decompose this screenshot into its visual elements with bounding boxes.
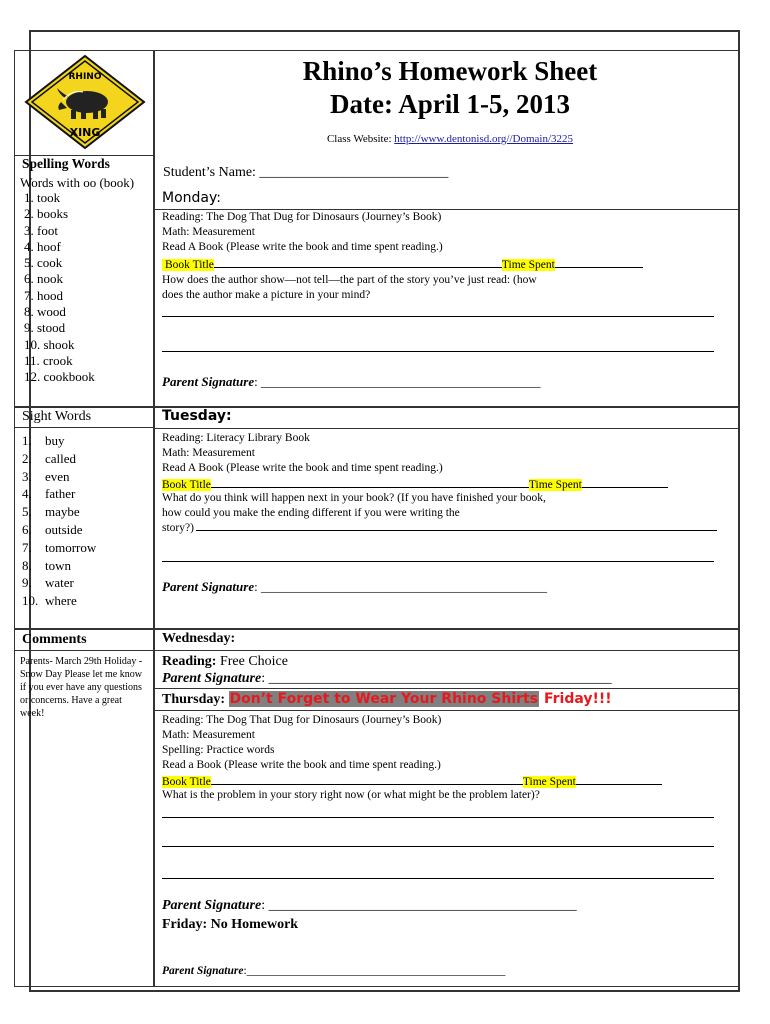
friday-heading: Friday: No Homework xyxy=(162,917,299,932)
list-item: 9. water xyxy=(22,575,74,591)
logo-bottom-text: XING xyxy=(69,126,101,139)
thursday-answer-line-1[interactable] xyxy=(162,817,714,818)
class-website-link[interactable]: http://www.dentonisd.org//Domain/3225 xyxy=(394,133,574,145)
sight-top-rule xyxy=(14,406,740,408)
student-name: Student’s Name: ___________________________ xyxy=(163,165,449,180)
sight-header-rule xyxy=(14,427,154,428)
monday-heading: Monday: xyxy=(162,190,221,206)
left-column-divider xyxy=(153,50,155,987)
list-item: 5. cook xyxy=(24,255,63,271)
list-item: 10. shook xyxy=(24,336,75,352)
thursday-heading-line xyxy=(162,691,612,708)
monday-book-line xyxy=(162,256,643,273)
list-item: 6. outside xyxy=(22,521,83,537)
thursday-answer-line-2[interactable] xyxy=(162,846,714,847)
tuesday-answer-line-1[interactable] xyxy=(162,561,714,562)
tuesday-book-title-blank[interactable] xyxy=(211,476,529,488)
rhino-xing-logo xyxy=(24,54,146,150)
list-item: 9. stood xyxy=(24,320,66,336)
wednesday-reading: Reading: Free Choice xyxy=(162,654,288,669)
sight-heading: Sight Words xyxy=(22,409,92,424)
logo-top-text: RHINO xyxy=(68,72,102,82)
thursday-lines: Reading: The Dog That Dug for Dinosaurs (Journey’s Book) Math: Measurement Spelling: Practice words Read a Book (Please write the book and time spent reading.) xyxy=(162,714,442,771)
list-item: 7. tomorrow xyxy=(22,539,97,555)
list-item: 8. wood xyxy=(24,304,66,320)
friday-parent-signature: Parent Signature:_____________________________________________ xyxy=(162,965,506,977)
tuesday-time-spent-label: Time Spent xyxy=(528,479,582,491)
sight-list xyxy=(22,432,96,610)
spelling-subheading: Words with oo (book) xyxy=(20,175,135,190)
thursday-book-title-label: Book Title xyxy=(162,776,211,788)
monday-book-title-blank[interactable] xyxy=(214,256,502,268)
tuesday-book-title-label: Book Title xyxy=(162,479,211,491)
list-item: 6. nook xyxy=(24,271,63,287)
comments-header-rule xyxy=(14,650,154,651)
list-item: 4. father xyxy=(22,486,76,502)
tuesday-question: What do you think will happen next in your book? (If you have finished your book, how could you make the ending different if you were writing the story?) xyxy=(162,492,546,534)
tuesday-rule xyxy=(153,428,740,429)
comments-heading: Comments xyxy=(22,632,87,647)
thursday-time-spent-label: Time Spent xyxy=(522,776,576,788)
wednesday-rule xyxy=(153,650,740,651)
class-website: Class Website: http://www.dentonisd.org//Domain/3225 xyxy=(326,133,574,145)
thursday-heading: Thursday: xyxy=(162,692,226,707)
list-item: 2. books xyxy=(24,206,69,222)
monday-lines: Reading: The Dog That Dug for Dinosaurs (Journey’s Book) Math: Measurement Read A Book (Please write the book and time spent reading.) xyxy=(162,211,443,253)
monday-time-spent-blank[interactable] xyxy=(555,256,643,268)
thursday-reminder: Don’t Forget to Wear Your Rhino Shirts xyxy=(229,691,539,707)
list-item: 4. hoof xyxy=(24,238,61,254)
monday-answer-line-2[interactable] xyxy=(162,351,714,352)
thursday-book-title-blank[interactable] xyxy=(211,773,523,785)
list-item: 5. maybe xyxy=(22,504,80,520)
thursday-answer-line-3[interactable] xyxy=(162,878,714,879)
monday-parent-signature: Parent Signature: ___________________________________________ xyxy=(162,374,541,389)
tuesday-answer-line-0[interactable] xyxy=(196,530,717,531)
monday-book-title-label: Book Title xyxy=(162,259,214,271)
list-item: 3. foot xyxy=(24,222,58,238)
list-item: 1. buy xyxy=(22,433,65,448)
thursday-parent-signature: Parent Signature: ____________________________________________ xyxy=(162,898,577,913)
monday-answer-line-1[interactable] xyxy=(162,316,714,317)
list-item: 3. even xyxy=(22,468,70,484)
tuesday-parent-signature: Parent Signature: ____________________________________________ xyxy=(162,579,547,594)
thursday-question: What is the problem in your story right now (or what might be the problem later)? xyxy=(162,789,540,801)
thursday-reminder-tail: Friday!!! xyxy=(539,691,612,707)
wednesday-heading: Wednesday: xyxy=(162,631,236,646)
spelling-list xyxy=(24,190,95,386)
tuesday-lines: Reading: Literacy Library Book Math: Measurement Read A Book (Please write the book and time spent reading.) xyxy=(162,432,443,474)
list-item: 7. hood xyxy=(24,287,63,303)
monday-question: How does the author show—not tell—the part of the story you’ve just read: (how does the author make a picture in your mind? xyxy=(162,274,537,301)
list-item: 10. where xyxy=(22,593,77,609)
spelling-heading: Spelling Words xyxy=(22,156,110,171)
page-title: Rhino’s Homework Sheet xyxy=(302,56,598,86)
tuesday-time-spent-blank[interactable] xyxy=(582,476,668,488)
list-item: 8. town xyxy=(22,557,71,573)
page-date: Date: April 1-5, 2013 xyxy=(330,89,570,119)
wednesday-bottom-rule xyxy=(153,688,740,689)
comments-body: Parents- March 29th Holiday - Snow Day Please let me know if you ever have any questions or concerns. Have a great week! xyxy=(20,656,143,719)
tuesday-heading: Tuesday: xyxy=(162,408,232,424)
list-item: 2. called xyxy=(22,450,77,466)
list-item: 1. took xyxy=(24,190,61,205)
list-item: 12. cookbook xyxy=(24,369,95,385)
wednesday-parent-signature: Parent Signature: _________________________________________________ xyxy=(162,671,612,686)
comments-top-rule xyxy=(14,628,740,630)
thursday-rule xyxy=(153,710,740,711)
list-item: 11. crook xyxy=(24,352,73,368)
monday-time-spent-label: Time Spent xyxy=(501,259,555,271)
thursday-time-spent-blank[interactable] xyxy=(576,773,662,785)
